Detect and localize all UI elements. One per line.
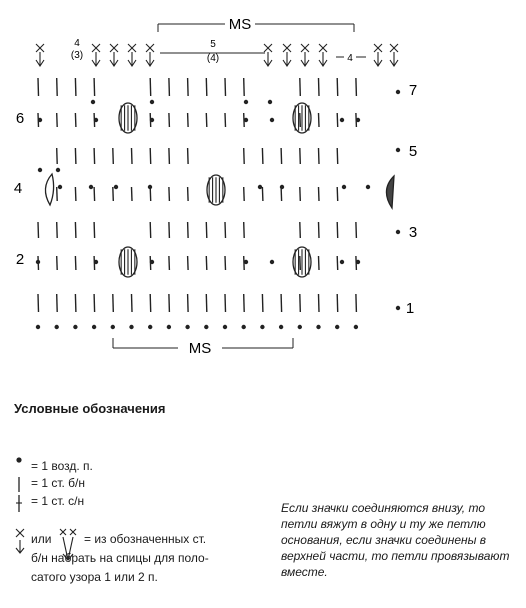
stitch — [150, 222, 151, 238]
count-left-top: 4 — [74, 38, 80, 49]
stitch — [94, 148, 95, 164]
stitch — [75, 256, 76, 270]
stitch — [300, 294, 301, 312]
chain-dot — [129, 325, 133, 329]
chain-dot — [167, 325, 171, 329]
stitch — [300, 256, 301, 270]
stitch — [38, 78, 39, 96]
chain-dot — [38, 168, 42, 172]
stitch — [75, 222, 76, 238]
stitch — [262, 294, 263, 312]
stitch — [94, 78, 95, 96]
stitch — [75, 113, 76, 127]
count-right: 4 — [347, 53, 353, 64]
stitch — [244, 222, 245, 238]
stitch — [337, 78, 338, 96]
stitch — [337, 256, 338, 270]
stitch — [169, 148, 170, 164]
stitch — [281, 148, 282, 164]
chain-dot — [148, 325, 152, 329]
stitch — [206, 256, 207, 270]
chain-dot — [335, 325, 339, 329]
single-crochet-icon — [14, 474, 26, 494]
stitch — [337, 187, 338, 201]
half-puff-left — [45, 174, 53, 205]
stitch — [337, 113, 338, 127]
stitch — [113, 187, 114, 201]
stitch — [169, 113, 170, 127]
stitch — [75, 187, 76, 201]
legend-chain-text: = 1 возд. п. — [31, 459, 93, 473]
chain-dot — [73, 325, 77, 329]
legend-single-crochet-text: = 1 ст. б/н — [31, 476, 86, 490]
chain-dot — [148, 185, 152, 189]
stitch — [57, 78, 58, 96]
stitch — [225, 256, 226, 270]
legend-cluster-line1: = из обозначенных ст. — [84, 532, 207, 546]
stitch — [169, 187, 170, 201]
chain-dot — [223, 325, 227, 329]
chain-dot — [396, 148, 400, 152]
legend-double-crochet-text: = 1 ст. с/н — [31, 494, 85, 508]
stitch — [225, 113, 226, 127]
stitch — [132, 294, 133, 312]
chain-dot — [396, 306, 400, 310]
stitch — [225, 222, 226, 238]
chain-stitch-icon — [14, 454, 26, 468]
legend-title: Условные обозначения — [14, 401, 166, 416]
stitch — [38, 222, 39, 238]
stitch — [319, 256, 320, 270]
chain-dot — [150, 100, 154, 104]
stitch — [319, 222, 320, 238]
chain-dot — [279, 325, 283, 329]
chain-dot — [58, 185, 62, 189]
stitch — [356, 78, 357, 96]
chain-dot — [244, 100, 248, 104]
chain-dot — [92, 325, 96, 329]
stitch — [356, 222, 357, 238]
stitch — [150, 78, 151, 96]
stitch — [188, 222, 189, 238]
stitch — [337, 294, 338, 312]
stitch — [262, 148, 263, 164]
half-puff-right — [386, 176, 394, 208]
stitch — [244, 148, 245, 164]
stitch — [188, 148, 189, 164]
stitch — [337, 148, 338, 164]
row-label-4: 4 — [13, 180, 23, 197]
legend-cluster-line2: б/н набрать на спицы для поло- — [31, 551, 209, 565]
legend-cluster-line3: сатого узора 1 или 2 п. — [31, 570, 158, 584]
count-mid-bottom: (4) — [206, 53, 220, 64]
stitch — [244, 294, 245, 312]
chain-dot — [185, 325, 189, 329]
row-label-5: 5 — [408, 143, 418, 160]
stitch-grid — [36, 78, 400, 329]
chain-dot — [38, 118, 42, 122]
chain-dot — [244, 260, 248, 264]
stitch — [262, 187, 263, 201]
stitch — [188, 256, 189, 270]
stitch — [300, 187, 301, 201]
chain-dot — [36, 325, 40, 329]
stitch — [300, 78, 301, 96]
row-label-2: 2 — [15, 251, 25, 268]
stitch — [188, 78, 189, 96]
stitch — [169, 78, 170, 96]
chain-dot — [340, 260, 344, 264]
stitch — [356, 294, 357, 312]
stitch — [300, 148, 301, 164]
stitch — [150, 148, 151, 164]
stitch — [57, 256, 58, 270]
ms-label-top: MS — [228, 16, 252, 33]
stitch — [57, 187, 58, 201]
stitch — [169, 294, 170, 312]
chain-dot — [91, 100, 95, 104]
row-label-7: 7 — [408, 82, 418, 99]
stitch — [337, 222, 338, 238]
chain-dot — [396, 230, 400, 234]
stitch — [188, 294, 189, 312]
stitch — [94, 187, 95, 201]
ms-bracket-top — [158, 24, 354, 32]
chain-dot — [94, 260, 98, 264]
chain-dot — [354, 325, 358, 329]
double-crochet-icon — [14, 492, 26, 514]
stitch — [319, 294, 320, 312]
chain-dot — [36, 260, 40, 264]
chain-dot — [55, 325, 59, 329]
chain-dot — [342, 185, 346, 189]
stitch — [206, 113, 207, 127]
stitch — [57, 294, 58, 312]
puff-stitches — [45, 103, 394, 277]
stitch — [169, 256, 170, 270]
stitch — [281, 294, 282, 312]
chain-dot — [111, 325, 115, 329]
cluster-decrease-icon — [13, 526, 27, 556]
stitch — [206, 294, 207, 312]
row-label-3: 3 — [408, 224, 418, 241]
stitch — [94, 294, 95, 312]
stitch — [300, 222, 301, 238]
stitch — [94, 222, 95, 238]
stitch — [57, 113, 58, 127]
stitch — [319, 187, 320, 201]
chain-dot — [150, 260, 154, 264]
stitch — [150, 294, 151, 312]
count-left-bottom: (3) — [70, 50, 84, 61]
stitch — [57, 222, 58, 238]
chain-dot — [316, 325, 320, 329]
stitch — [244, 187, 245, 201]
stitch — [169, 222, 170, 238]
chain-dot — [356, 260, 360, 264]
chain-dot — [56, 168, 60, 172]
stitch — [75, 294, 76, 312]
chain-dot — [94, 118, 98, 122]
stitch — [132, 187, 133, 201]
count-mid-top: 5 — [210, 39, 216, 50]
stitch — [319, 78, 320, 96]
stitch — [57, 148, 58, 164]
chain-dot — [260, 325, 264, 329]
chain-dot — [258, 185, 262, 189]
chain-dot — [270, 260, 274, 264]
stitch — [225, 294, 226, 312]
chain-dot — [89, 185, 93, 189]
stitch — [113, 294, 114, 312]
row-label-6: 6 — [15, 110, 25, 127]
chain-dot — [396, 90, 400, 94]
chain-dot — [244, 118, 248, 122]
cluster-decrease-three-icon — [58, 526, 80, 574]
chain-dot — [150, 118, 154, 122]
chain-dot — [298, 325, 302, 329]
chain-dot — [356, 118, 360, 122]
stitch — [113, 148, 114, 164]
chain-dot — [366, 185, 370, 189]
chain-dot — [268, 100, 272, 104]
stitch — [75, 78, 76, 96]
stitch — [206, 222, 207, 238]
chain-dot — [340, 118, 344, 122]
stitch — [206, 78, 207, 96]
stitch — [188, 187, 189, 201]
note-text: Если значки соединяются внизу, то петли вяжут в одну и ту же петлю основания, если значки соединены в верхней части, то петли провязывают вместе. — [281, 501, 510, 579]
chain-dot — [280, 185, 284, 189]
stitch — [38, 294, 39, 312]
stitch — [244, 78, 245, 96]
chain-dot — [270, 118, 274, 122]
chain-dot — [204, 325, 208, 329]
chain-dot — [114, 185, 118, 189]
stitch — [225, 78, 226, 96]
chain-dot — [242, 325, 246, 329]
ms-label-bottom: MS — [188, 340, 212, 357]
stitch — [132, 148, 133, 164]
stitch — [319, 148, 320, 164]
stitch — [300, 113, 301, 127]
legend-or-text: или — [31, 532, 52, 546]
row-label-1: 1 — [405, 300, 415, 317]
stitch — [188, 113, 189, 127]
stitch — [75, 148, 76, 164]
stitch — [319, 113, 320, 127]
